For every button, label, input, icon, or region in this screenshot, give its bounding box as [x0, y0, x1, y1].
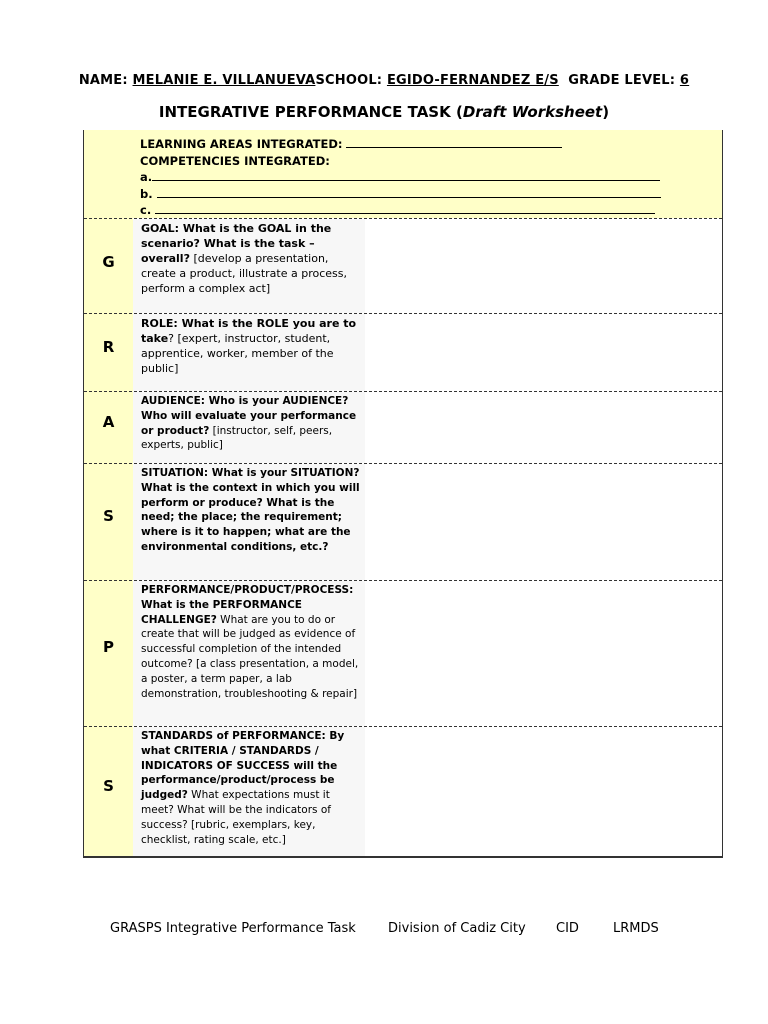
- row-letter: G: [102, 253, 115, 271]
- prompt-rest: What are you to do or create that will be judged as evidence of successful completion of the intended outcome? [a class presentation, a model, a poster, a term paper, a lab demonstration, troubleshooting & repair]: [141, 613, 359, 700]
- row-letter: P: [103, 638, 114, 656]
- prompt-bold: SITUATION: What is your SITUATION? What is the context in which you will perform or produce? What is the need; the place; the requirement; where is it to happen; what are the environmental conditions, etc.?: [141, 467, 360, 553]
- student-name: MELANIE E. VILLANUEVA: [132, 73, 316, 88]
- row-prompt: [133, 219, 365, 313]
- answer-area-situation[interactable]: [365, 464, 722, 580]
- row-role: [84, 313, 722, 391]
- prompt-rest: ? [expert, instructor, student, apprentice, worker, member of the public]: [141, 332, 334, 375]
- row-goal: [84, 218, 722, 313]
- learning-areas-section: [84, 130, 722, 218]
- learning-areas-line: [140, 136, 700, 153]
- school-label: SCHOOL:: [315, 73, 387, 88]
- prompt-rest: [instructor, self, peers, experts, public]: [141, 424, 333, 452]
- row-letter: S: [103, 507, 114, 525]
- prompt-bold: STANDARDS of PERFORMANCE: By what CRITERIA / STANDARDS / INDICATORS OF SUCCESS will the performance/product/process be judged?: [141, 730, 345, 802]
- name-label: NAME:: [78, 73, 133, 88]
- student-info-line: [0, 73, 768, 88]
- competency-c-field[interactable]: [155, 202, 655, 214]
- row-prompt: [133, 392, 365, 463]
- footer-cid: CID: [556, 921, 579, 936]
- prompt-bold: GOAL: What is the GOAL in the scenario? What is the task – overall?: [141, 222, 332, 265]
- footer-lrmds: LRMDS: [613, 921, 659, 936]
- prompt-rest: [develop a presentation, create a product, illustrate a process, perform a complex act]: [141, 252, 347, 295]
- answer-area-performance[interactable]: [365, 581, 722, 726]
- answer-area-standards[interactable]: [365, 727, 722, 856]
- prompt-bold: AUDIENCE: Who is your AUDIENCE? Who will evaluate your performance or product?: [141, 395, 357, 437]
- prompt-rest: What expectations must it meet? What will be the indicators of success? [rubric, exemplars, key, checklist, rating scale, etc.]: [141, 789, 331, 846]
- answer-area-role[interactable]: [365, 314, 722, 391]
- competencies-label: COMPETENCIES INTEGRATED:: [140, 153, 330, 168]
- title-main: INTEGRATIVE PERFORMANCE TASK (: [158, 103, 463, 121]
- competency-a-field[interactable]: [152, 169, 660, 181]
- competency-a-label: a.: [140, 170, 153, 184]
- footer-document-name: GRASPS Integrative Performance Task: [110, 921, 356, 936]
- learning-areas-field[interactable]: [346, 136, 562, 148]
- answer-area-audience[interactable]: [365, 392, 722, 463]
- answer-area-goal[interactable]: [365, 219, 722, 313]
- row-standards: [84, 726, 722, 856]
- row-prompt: [133, 727, 365, 856]
- grasps-worksheet: [83, 130, 723, 858]
- row-situation: [84, 463, 722, 580]
- grade-value: 6: [679, 73, 690, 88]
- school-name: EGIDO-FERNANDEZ E/S: [386, 73, 559, 88]
- row-audience: [84, 391, 722, 463]
- row-prompt: [133, 581, 365, 726]
- learning-areas-label: LEARNING AREAS INTEGRATED:: [140, 137, 343, 151]
- row-performance: [84, 580, 722, 726]
- page-title: [0, 103, 768, 121]
- prompt-bold: ROLE: What is the ROLE you are to take: [141, 317, 357, 345]
- row-prompt: [133, 464, 365, 580]
- row-letter: R: [102, 338, 115, 356]
- competency-b-field[interactable]: [157, 186, 661, 198]
- competency-c-label: c.: [140, 203, 156, 217]
- title-italic: Draft Worksheet: [462, 103, 603, 121]
- title-close: ): [602, 103, 610, 121]
- competency-line-c: [140, 202, 700, 219]
- row-letter: A: [102, 413, 115, 431]
- row-prompt: [133, 314, 365, 391]
- row-letter: S: [103, 777, 114, 795]
- competency-b-label: b.: [140, 186, 157, 201]
- competency-line-b: [140, 186, 700, 203]
- footer-division: Division of Cadiz City: [388, 921, 526, 936]
- grade-label: GRADE LEVEL:: [558, 73, 680, 88]
- competency-line-a: [140, 169, 700, 186]
- prompt-bold: PERFORMANCE/PRODUCT/PROCESS: What is the PERFORMANCE CHALLENGE?: [141, 584, 354, 626]
